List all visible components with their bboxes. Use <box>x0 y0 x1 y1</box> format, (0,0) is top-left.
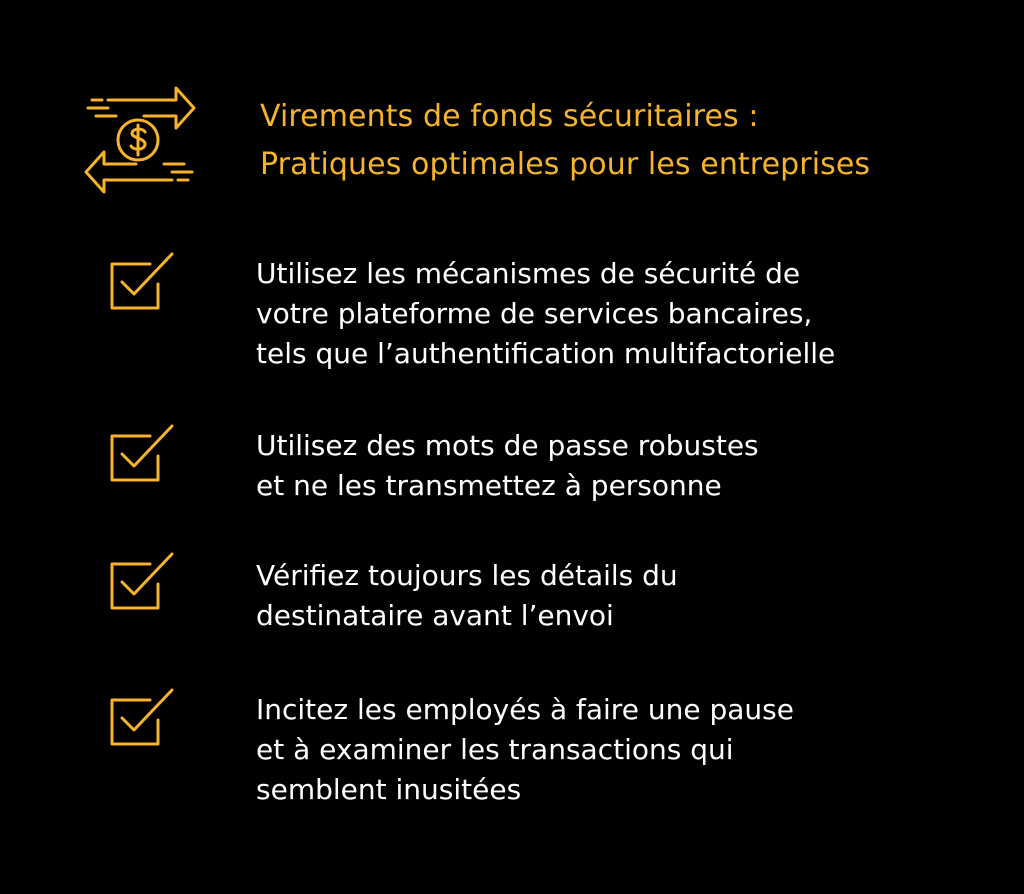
checkbox-checked-icon <box>106 420 178 484</box>
list-item-line: et à examiner les transactions qui <box>256 733 734 766</box>
list-item-line: Utilisez des mots de passe robustes <box>256 429 759 462</box>
checkbox-checked-icon <box>106 684 178 748</box>
list-item-line: Incitez les employés à faire une pause <box>256 693 794 726</box>
money-transfer-icon <box>80 80 200 200</box>
checkbox-checked-icon <box>106 548 178 612</box>
checkbox-checked-icon <box>106 248 178 312</box>
list-item-line: tels que l’authentification multifactorielle <box>256 337 836 370</box>
list-item-text <box>256 556 678 636</box>
list-item-text <box>256 426 759 506</box>
list-item-line: votre plateforme de services bancaires, <box>256 297 813 330</box>
header <box>80 80 980 200</box>
list-item-line: destinataire avant l’envoi <box>256 599 614 632</box>
list-item-line: Utilisez les mécanismes de sécurité de <box>256 257 801 290</box>
page-title <box>260 93 980 189</box>
title-line: Pratiques optimales pour les entreprises <box>260 147 871 182</box>
list-item-line: semblent inusitées <box>256 773 522 806</box>
list-item-line: Vérifiez toujours les détails du <box>256 559 678 592</box>
list-item-line: et ne les transmettez à personne <box>256 469 722 502</box>
list-item-text <box>256 254 835 374</box>
title-line: Virements de fonds sécuritaires : <box>260 99 759 134</box>
list-item-text <box>256 690 794 810</box>
